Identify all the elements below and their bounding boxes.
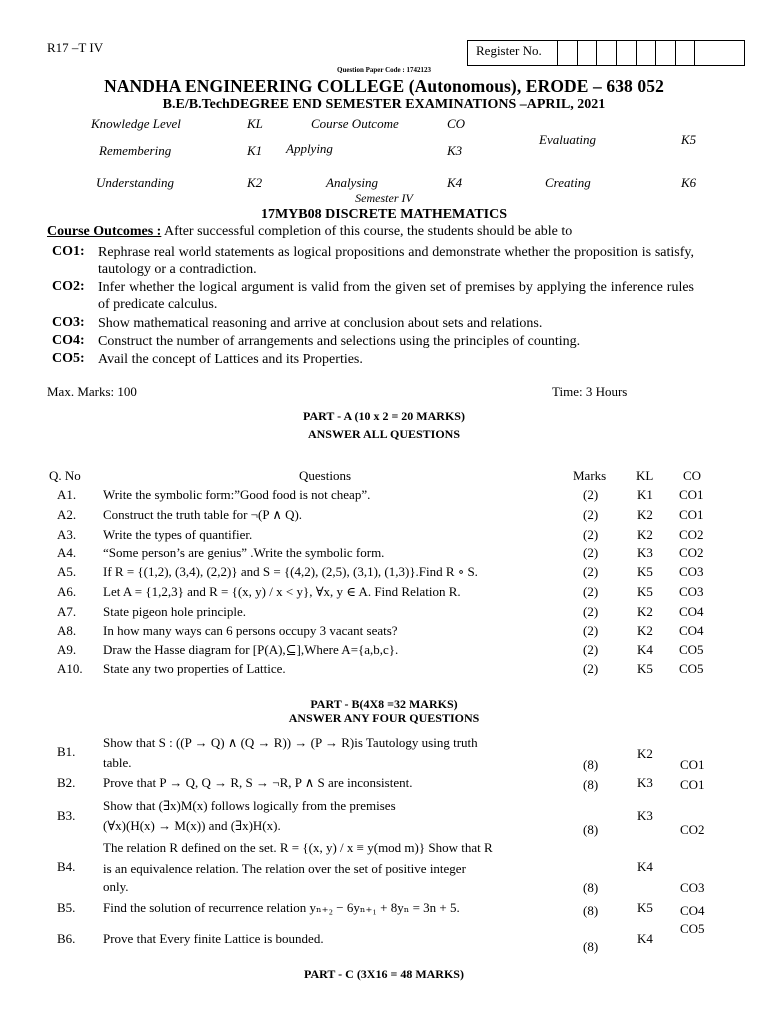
register-number-cell <box>597 41 617 65</box>
question-knowledge-level: K1 <box>637 487 653 502</box>
course-outcome-label: Course Outcome <box>311 116 399 131</box>
question-text-line: Prove that P → Q, Q → R, S → ¬R, P ∧ S are inconsistent. <box>103 775 413 790</box>
question-number: A3. <box>57 527 77 542</box>
question-number: A5. <box>57 564 77 579</box>
question-knowledge-level: K3 <box>637 775 653 790</box>
question-text: In how many ways can 6 persons occupy 3 vacant seats? <box>103 623 398 638</box>
question-text: Construct the truth table for ¬(P ∧ Q). <box>103 507 303 522</box>
course-outcome-item <box>52 315 694 332</box>
question-text: Write the types of quantifier. <box>103 527 253 542</box>
question-text: Let A = {1,2,3} and R = {(x, y) / x < y}, ∀x, y ∈ A. Find Relation R. <box>103 584 461 599</box>
question-course-outcome: CO4 <box>680 903 705 918</box>
question-course-outcome: CO5 <box>679 642 704 657</box>
question-marks: (2) <box>583 564 599 579</box>
course-outcome-item <box>52 279 694 313</box>
question-knowledge-level: K4 <box>637 859 653 874</box>
question-number: B3. <box>57 808 76 823</box>
question-number: B1. <box>57 744 76 759</box>
question-marks: (2) <box>583 527 599 542</box>
question-marks: (8) <box>583 822 599 837</box>
question-marks: (2) <box>583 584 599 599</box>
course-outcomes-intro <box>47 224 572 240</box>
level-k4: K4 <box>447 175 463 190</box>
question-marks: (2) <box>583 623 599 638</box>
question-text-line: Find the solution of recurrence relation yₙ₊₂ − 6yₙ₊₁ + 8yₙ = 3n + 5. <box>103 900 460 915</box>
co-label: CO <box>447 116 466 131</box>
question-number: B6. <box>57 931 76 946</box>
level-analysing: Analysing <box>326 175 378 190</box>
question-course-outcome: CO3 <box>679 584 704 599</box>
course-outcomes-label: Course Outcomes : <box>47 224 162 239</box>
level-k3: K3 <box>447 143 463 158</box>
question-marks: (8) <box>583 903 599 918</box>
question-course-outcome: CO2 <box>679 545 704 560</box>
register-number-box <box>467 40 745 66</box>
question-course-outcome: CO3 <box>680 880 705 895</box>
question-number: A1. <box>57 487 77 502</box>
question-text-line: table. <box>103 755 132 770</box>
level-evaluating: Evaluating <box>539 132 597 147</box>
question-text-line: only. <box>103 879 129 894</box>
subject-title: 17MYB08 DISCRETE MATHEMATICS <box>260 207 508 222</box>
column-header-questions: Questions <box>299 468 351 483</box>
question-text-line: Show that (∃x)M(x) follows logically from the premises <box>103 798 396 813</box>
question-text: “Some person’s are genius” .Write the symbolic form. <box>103 545 385 560</box>
level-k6: K6 <box>681 175 697 190</box>
question-text-line: Prove that Every finite Lattice is bounded. <box>103 931 324 946</box>
max-marks: Max. Marks: 100 <box>47 384 137 399</box>
college-name: NANDHA ENGINEERING COLLEGE (Autonomous), ERODE – 638 052 <box>104 76 664 96</box>
course-outcome-tag: CO4: <box>52 333 85 348</box>
part-a-instruction: ANSWER ALL QUESTIONS <box>307 427 461 441</box>
question-number: B2. <box>57 775 76 790</box>
question-course-outcome: CO5 <box>679 661 704 676</box>
question-marks: (8) <box>583 777 599 792</box>
question-course-outcome: CO1 <box>679 487 704 502</box>
column-header-kl: KL <box>636 468 654 483</box>
register-number-cell <box>637 41 657 65</box>
question-course-outcome: CO1 <box>680 757 705 772</box>
question-text: Draw the Hasse diagram for [P(A),⊆],Where A={a,b,c}. <box>103 642 399 657</box>
question-paper-code: Question Paper Code : 1742123 <box>337 66 431 74</box>
level-k1: K1 <box>247 143 263 158</box>
question-marks: (2) <box>583 604 599 619</box>
question-course-outcome: CO2 <box>679 527 704 542</box>
column-header-qno: Q. No <box>49 468 81 483</box>
question-course-outcome: CO4 <box>679 604 704 619</box>
question-knowledge-level: K3 <box>637 808 653 823</box>
question-marks: (2) <box>583 642 599 657</box>
course-outcome-item <box>52 244 694 278</box>
course-outcome-item <box>52 333 694 350</box>
level-understanding: Understanding <box>96 175 174 190</box>
register-number-cell <box>617 41 637 65</box>
question-knowledge-level: K2 <box>637 746 653 761</box>
question-knowledge-level: K2 <box>637 604 653 619</box>
question-knowledge-level: K2 <box>637 527 653 542</box>
question-number: A7. <box>57 604 77 619</box>
course-outcome-text: Avail the concept of Lattices and its Properties. <box>98 352 363 367</box>
question-course-outcome: CO5 <box>680 921 705 936</box>
question-knowledge-level: K5 <box>637 900 653 915</box>
question-knowledge-level: K5 <box>637 661 653 676</box>
course-outcome-item <box>52 351 694 368</box>
question-text: Write the symbolic form:”Good food is not cheap”. <box>103 487 371 502</box>
level-remembering: Remembering <box>99 143 172 158</box>
register-number-cell <box>578 41 598 65</box>
question-number: A6. <box>57 584 77 599</box>
question-knowledge-level: K4 <box>637 642 653 657</box>
course-outcome-tag: CO1: <box>52 244 85 259</box>
register-number-cell <box>558 41 578 65</box>
register-number-cell <box>656 41 676 65</box>
question-knowledge-level: K2 <box>637 507 653 522</box>
question-marks: (2) <box>583 661 599 676</box>
question-course-outcome: CO1 <box>680 777 705 792</box>
regulation-code: R17 –T IV <box>47 40 104 55</box>
question-text: State any two properties of Lattice. <box>103 661 286 676</box>
course-outcome-text: Rephrase real world statements as logical propositions and demonstrate whether the proposition is satisfy, tautology or a contradiction. <box>98 245 694 277</box>
level-k2: K2 <box>247 175 263 190</box>
question-text-line: Show that S : ((P → Q) ∧ (Q → R)) → (P → R)is Tautology using truth <box>103 735 478 750</box>
question-knowledge-level: K3 <box>637 545 653 560</box>
question-text: If R = {(1,2), (3,4), (2,2)} and S = {(4,2), (2,5), (3,1), (1,3)}.Find R ∘ S. <box>103 564 478 579</box>
question-knowledge-level: K5 <box>637 584 653 599</box>
question-knowledge-level: K4 <box>637 931 653 946</box>
knowledge-level-label: Knowledge Level <box>91 116 181 131</box>
question-course-outcome: CO2 <box>680 822 705 837</box>
part-a-title: PART - A (10 x 2 = 20 MARKS) <box>303 409 465 423</box>
course-outcome-tag: CO2: <box>52 279 85 294</box>
question-marks: (8) <box>583 880 599 895</box>
question-course-outcome: CO3 <box>679 564 704 579</box>
exam-duration: Time: 3 Hours <box>552 384 628 399</box>
level-creating: Creating <box>545 175 591 190</box>
course-outcome-text: Construct the number of arrangements and selections using the principles of counting. <box>98 334 581 349</box>
question-knowledge-level: K2 <box>637 623 653 638</box>
level-applying: Applying <box>286 141 333 156</box>
question-text-line: (∀x)(H(x) → M(x)) and (∃x)H(x). <box>103 818 281 833</box>
column-header-marks: Marks <box>573 468 607 483</box>
question-course-outcome: CO4 <box>679 623 704 638</box>
question-marks: (2) <box>583 487 599 502</box>
question-marks: (8) <box>583 939 599 954</box>
level-k5: K5 <box>681 132 697 147</box>
part-b-title: PART - B(4X8 =32 MARKS) <box>310 697 458 711</box>
question-number: B4. <box>57 859 76 874</box>
question-text-line: is an equivalence relation. The relation over the set of positive integer <box>103 861 466 876</box>
register-number-cell <box>695 41 743 65</box>
question-number: A10. <box>57 661 83 676</box>
exam-title: B.E/B.TechDEGREE END SEMESTER EXAMINATIONS –APRIL, 2021 <box>162 97 606 112</box>
question-number: A8. <box>57 623 77 638</box>
question-course-outcome: CO1 <box>679 507 704 522</box>
part-b-instruction: ANSWER ANY FOUR QUESTIONS <box>288 711 480 725</box>
kl-label: KL <box>247 116 263 131</box>
question-knowledge-level: K5 <box>637 564 653 579</box>
question-marks: (2) <box>583 545 599 560</box>
question-marks: (8) <box>583 757 599 772</box>
question-number: B5. <box>57 900 76 915</box>
course-outcome-text: Infer whether the logical argument is valid from the given set of premises by applying the inference rules of predicate calculus. <box>98 280 694 312</box>
course-outcome-tag: CO5: <box>52 351 85 366</box>
semester: Semester IV <box>355 191 413 205</box>
question-number: A9. <box>57 642 77 657</box>
course-outcomes-intro-text: After successful completion of this course, the students should be able to <box>161 224 573 239</box>
question-marks: (2) <box>583 507 599 522</box>
column-header-co: CO <box>683 468 702 483</box>
question-text: State pigeon hole principle. <box>103 604 246 619</box>
question-number: A4. <box>57 545 77 560</box>
question-number: A2. <box>57 507 77 522</box>
course-outcome-tag: CO3: <box>52 315 85 330</box>
part-c-title: PART - C (3X16 = 48 MARKS) <box>304 967 464 981</box>
course-outcome-text: Show mathematical reasoning and arrive at conclusion about sets and relations. <box>98 316 543 331</box>
register-number-cell <box>676 41 696 65</box>
question-text-line: The relation R defined on the set. R = {(x, y) / x ≡ y(mod m)} Show that R <box>103 840 493 855</box>
register-number-label: Register No. <box>468 41 558 65</box>
